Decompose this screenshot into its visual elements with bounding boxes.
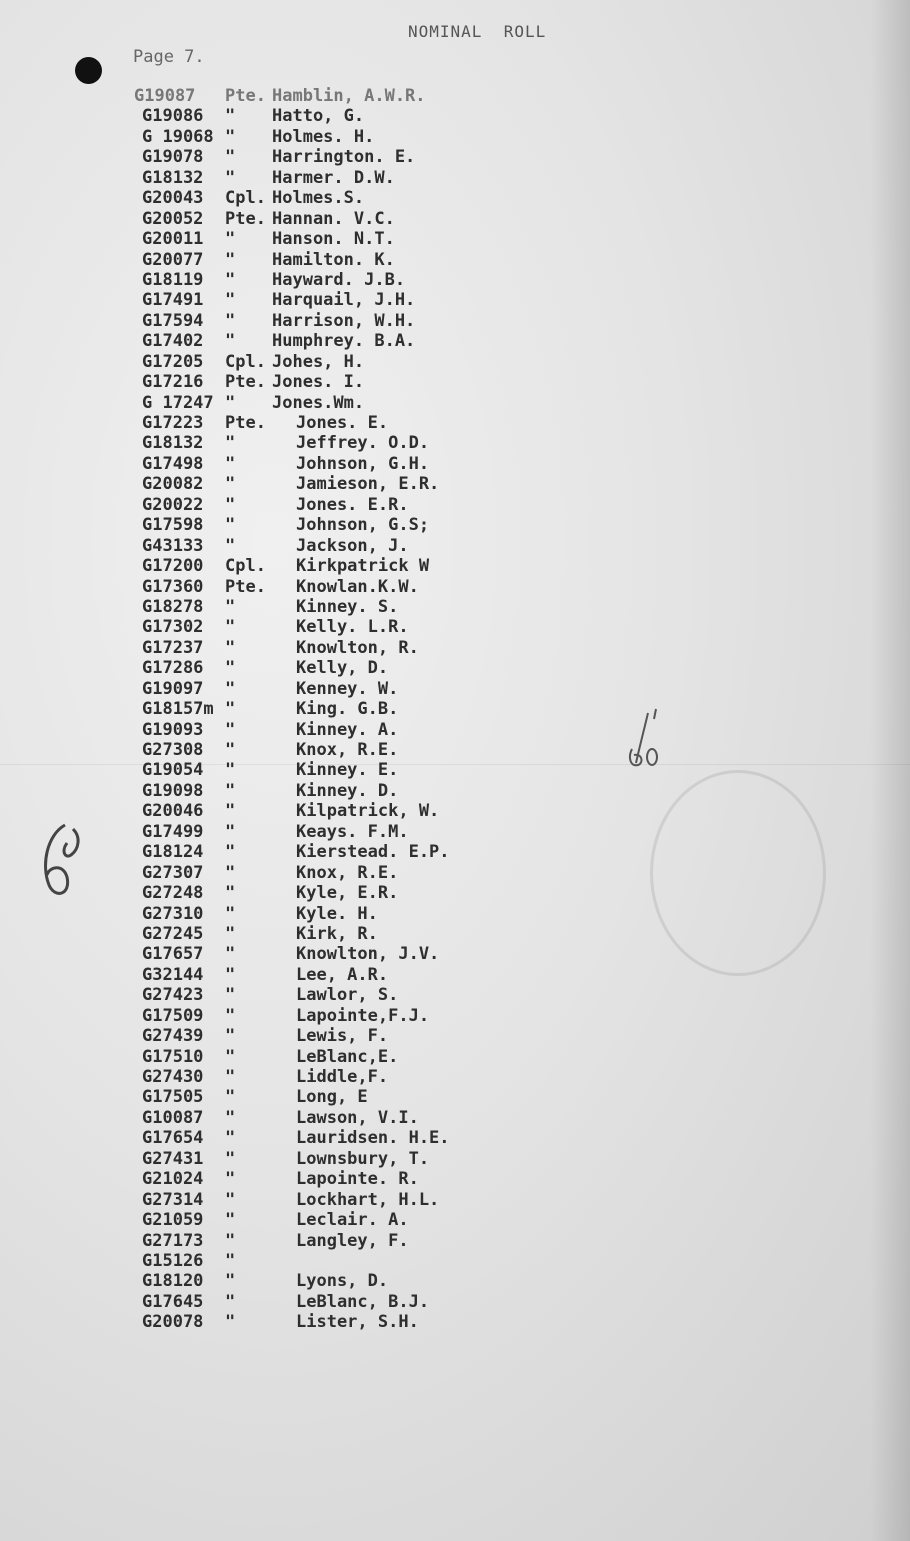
entry-regimental-number: G17499 (142, 821, 204, 842)
entry-name: Kinney. D. (296, 780, 399, 801)
entry-name: Lawson, V.I. (296, 1107, 419, 1128)
entry-rank: " (225, 1312, 236, 1333)
entry-regimental-number: G27431 (142, 1148, 204, 1169)
entry-regimental-number: G20022 (142, 494, 204, 515)
entry-rank: " (225, 1210, 236, 1231)
entry-name: Hayward. J.B. (272, 269, 406, 290)
entry-name: Keays. F.M. (296, 821, 409, 842)
entry-name: Jamieson, E.R. (296, 474, 440, 495)
entry-name: Johes, H. (272, 351, 365, 372)
entry-name: Kinney. S. (296, 596, 399, 617)
entry-regimental-number: G17402 (142, 331, 204, 352)
entry-rank: Cpl. (225, 351, 266, 372)
entry-regimental-number: G17216 (142, 372, 204, 393)
entry-regimental-number: G17645 (142, 1291, 204, 1312)
entry-name: Lauridsen. H.E. (296, 1128, 450, 1149)
entry-name: Kelly. L.R. (296, 617, 409, 638)
entry-regimental-number: G17237 (142, 637, 204, 658)
entry-name: Liddle,F. (296, 1067, 389, 1087)
entry-name: Lapointe,F.J. (296, 1005, 430, 1026)
entry-regimental-number: G27314 (142, 1189, 204, 1210)
entry-name: Knox, R.E. (296, 740, 399, 760)
entry-regimental-number: G20078 (142, 1312, 204, 1333)
entry-rank: " (225, 637, 236, 658)
entry-regimental-number: G20077 (142, 249, 204, 270)
entry-rank: " (225, 167, 236, 188)
entry-name: Harmer. D.W. (272, 167, 395, 188)
entry-name: Harrington. E. (272, 147, 416, 168)
entry-name: Knowlton, J.V. (296, 944, 440, 965)
entry-name: Johnson, G.S; (296, 515, 430, 536)
entry-rank: " (225, 760, 236, 781)
entry-regimental-number: G20052 (142, 208, 204, 229)
entry-rank: Cpl. (225, 188, 266, 209)
entry-rank: " (225, 1169, 236, 1190)
punch-hole (75, 57, 102, 84)
entry-rank: " (225, 494, 236, 515)
entry-name: Hatto, G. (272, 106, 365, 127)
entry-regimental-number: G17594 (142, 310, 204, 331)
entry-name: Holmes.S. (272, 188, 365, 209)
entry-rank: " (225, 801, 236, 822)
entry-name: Hamblin, A.W.R. (272, 86, 426, 106)
entry-regimental-number: G18132 (142, 167, 204, 188)
entry-rank: " (225, 617, 236, 638)
entry-name: Kelly, D. (296, 658, 389, 679)
entry-name: Leclair. A. (296, 1210, 409, 1231)
entry-name: Lawlor, S. (296, 985, 399, 1006)
entry-name: Lister, S.H. (296, 1312, 419, 1333)
entry-rank: " (225, 310, 236, 331)
entry-regimental-number: G43133 (142, 535, 204, 556)
entry-rank: " (225, 433, 236, 454)
entry-name: Hamilton. K. (272, 249, 395, 270)
entry-regimental-number: G18132 (142, 433, 204, 454)
entry-regimental-number: G20046 (142, 801, 204, 822)
entry-regimental-number: G17505 (142, 1087, 204, 1108)
entry-rank: Pte. (225, 86, 266, 106)
entry-regimental-number: G19078 (142, 147, 204, 168)
entry-name: Lapointe. R. (296, 1169, 419, 1190)
entry-rank: " (225, 903, 236, 924)
entry-name: Jones. I. (272, 372, 365, 393)
entry-name: Kyle, E.R. (296, 883, 399, 904)
entry-name: Lyons, D. (296, 1271, 389, 1292)
entry-rank: Cpl. (225, 556, 266, 577)
entry-rank: Pte. (225, 413, 266, 433)
entry-name: Kinney. A. (296, 719, 399, 740)
entry-name: Knowlton, R. (296, 637, 419, 658)
entry-rank: " (225, 923, 236, 944)
entry-name: Hannan. V.C. (272, 208, 395, 229)
entry-rank: " (225, 1291, 236, 1312)
entry-name: Humphrey. B.A. (272, 331, 416, 352)
entry-regimental-number: G27439 (142, 1026, 204, 1047)
entry-regimental-number: G18119 (142, 269, 204, 290)
entry-rank: Pte. (225, 372, 266, 393)
entry-name: Jackson, J. (296, 535, 409, 556)
entry-regimental-number: G19093 (142, 719, 204, 740)
entry-name: Hanson. N.T. (272, 229, 395, 250)
entry-name: Jones. E. (296, 413, 389, 433)
entry-rank: " (225, 678, 236, 699)
entry-rank: " (225, 1005, 236, 1026)
page-number: Page 7. (133, 47, 205, 67)
entry-rank: " (225, 1067, 236, 1087)
entry-rank: " (225, 821, 236, 842)
entry-rank: " (225, 106, 236, 127)
entry-name: Kinney. E. (296, 760, 399, 781)
entry-regimental-number: G19087 (134, 86, 196, 106)
entry-name: Jeffrey. O.D. (296, 433, 430, 454)
entry-rank: " (225, 780, 236, 801)
entry-name: Lewis, F. (296, 1026, 389, 1047)
entry-rank: " (225, 1046, 236, 1067)
entry-regimental-number: G27248 (142, 883, 204, 904)
entry-regimental-number: G10087 (142, 1107, 204, 1128)
entry-regimental-number: G 17247 (142, 392, 214, 413)
entry-name: Langley, F. (296, 1230, 409, 1251)
entry-regimental-number: G19097 (142, 678, 204, 699)
entry-rank: " (225, 862, 236, 883)
entry-rank: " (225, 474, 236, 495)
entry-regimental-number: G27430 (142, 1067, 204, 1087)
entry-regimental-number: G17200 (142, 556, 204, 577)
entry-name: Jones. E.R. (296, 494, 409, 515)
entry-name: Holmes. H. (272, 126, 375, 147)
entry-name: Johnson, G.H. (296, 453, 430, 474)
entry-regimental-number: G27245 (142, 923, 204, 944)
entry-rank: " (225, 1148, 236, 1169)
entry-name: Harquail, J.H. (272, 290, 416, 311)
entry-name: Jones.Wm. (272, 392, 365, 413)
entry-rank: " (225, 126, 236, 147)
entry-rank: " (225, 535, 236, 556)
entry-name: Lownsbury, T. (296, 1148, 430, 1169)
entry-regimental-number: G19054 (142, 760, 204, 781)
entry-rank: " (225, 331, 236, 352)
entry-rank: " (225, 985, 236, 1006)
entry-name: King. G.B. (296, 699, 399, 720)
entry-regimental-number: G17205 (142, 351, 204, 372)
entry-regimental-number: G17510 (142, 1046, 204, 1067)
entry-name: Lockhart, H.L. (296, 1189, 440, 1210)
entry-name: Kyle. H. (296, 903, 378, 924)
entry-regimental-number: G15126 (142, 1250, 204, 1271)
entry-rank: " (225, 453, 236, 474)
entry-name: Kenney. W. (296, 678, 399, 699)
entry-regimental-number: G27173 (142, 1230, 204, 1251)
document-title: NOMINAL ROLL (408, 22, 547, 41)
entry-regimental-number: G27423 (142, 985, 204, 1006)
entry-regimental-number: G17498 (142, 453, 204, 474)
entry-regimental-number: G18124 (142, 842, 204, 863)
entry-rank: " (225, 883, 236, 904)
entry-rank: " (225, 515, 236, 536)
entry-regimental-number: G27307 (142, 862, 204, 883)
entry-regimental-number: G17509 (142, 1005, 204, 1026)
entry-regimental-number: G20011 (142, 229, 204, 250)
entry-regimental-number: G17286 (142, 658, 204, 679)
entry-regimental-number: G17302 (142, 617, 204, 638)
entry-rank: " (225, 658, 236, 679)
entry-regimental-number: G17657 (142, 944, 204, 965)
entry-rank: " (225, 269, 236, 290)
entry-regimental-number: G18278 (142, 596, 204, 617)
entry-name: Harrison, W.H. (272, 310, 416, 331)
entry-rank: " (225, 229, 236, 250)
entry-rank: " (225, 596, 236, 617)
entry-name: Long, E (296, 1087, 368, 1108)
entry-rank: " (225, 1087, 236, 1108)
entry-regimental-number: G21024 (142, 1169, 204, 1190)
entry-rank: " (225, 1250, 236, 1271)
entry-rank: " (225, 392, 236, 413)
entry-name: Kierstead. E.P. (296, 842, 450, 863)
entry-rank: " (225, 964, 236, 985)
entry-regimental-number: G17598 (142, 515, 204, 536)
fold-line (0, 764, 910, 765)
entry-regimental-number: G21059 (142, 1210, 204, 1231)
entry-rank: " (225, 719, 236, 740)
entry-regimental-number: G20082 (142, 474, 204, 495)
entry-regimental-number: G17360 (142, 576, 204, 597)
entry-rank: " (225, 1271, 236, 1292)
entry-regimental-number: G19086 (142, 106, 204, 127)
entry-rank: " (225, 842, 236, 863)
entry-rank: " (225, 1189, 236, 1210)
entry-rank: " (225, 944, 236, 965)
entry-name: Knox, R.E. (296, 862, 399, 883)
entry-rank: " (225, 1230, 236, 1251)
entry-rank: " (225, 290, 236, 311)
entry-name: Kirkpatrick W (296, 556, 430, 577)
entry-name: Kirk, R. (296, 923, 378, 944)
entry-regimental-number: G18157m (142, 699, 214, 720)
entry-regimental-number: G20043 (142, 188, 204, 209)
entry-rank: " (225, 249, 236, 270)
entry-name: Knowlan.K.W. (296, 576, 419, 597)
faded-stamp (650, 770, 826, 976)
entry-regimental-number: G27308 (142, 740, 204, 760)
entry-rank: " (225, 699, 236, 720)
entry-rank: " (225, 740, 236, 760)
entry-rank: " (225, 1128, 236, 1149)
entry-regimental-number: G 19068 (142, 126, 214, 147)
entry-name: Kilpatrick, W. (296, 801, 440, 822)
entry-regimental-number: G32144 (142, 964, 204, 985)
entry-rank: Pte. (225, 576, 266, 597)
entry-regimental-number: G27310 (142, 903, 204, 924)
entry-name: LeBlanc,E. (296, 1046, 399, 1067)
entry-rank: " (225, 147, 236, 168)
handwritten-mark-right (626, 705, 666, 775)
entry-regimental-number: G18120 (142, 1271, 204, 1292)
entry-regimental-number: G17491 (142, 290, 204, 311)
entry-rank: " (225, 1107, 236, 1128)
entry-name: LeBlanc, B.J. (296, 1291, 430, 1312)
entry-regimental-number: G19098 (142, 780, 204, 801)
entry-name: Lee, A.R. (296, 964, 389, 985)
entry-rank: " (225, 1026, 236, 1047)
entry-rank: Pte. (225, 208, 266, 229)
handwritten-mark-left (35, 815, 85, 905)
entry-regimental-number: G17654 (142, 1128, 204, 1149)
entry-regimental-number: G17223 (142, 413, 204, 433)
